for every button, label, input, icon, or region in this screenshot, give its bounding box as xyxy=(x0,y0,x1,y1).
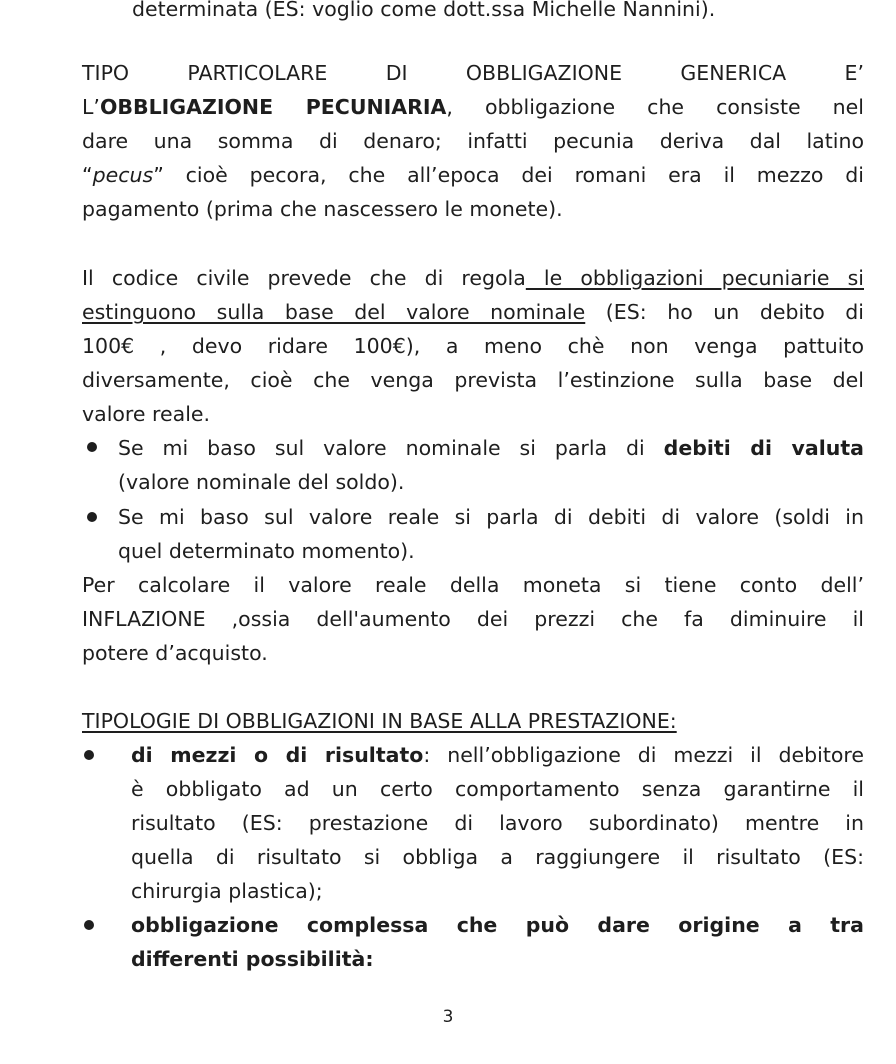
section-heading-text: TIPOLOGIE DI OBBLIGAZIONI IN BASE ALLA PRESTAZIONE: xyxy=(82,709,677,733)
bold-term-mezzi-risultato: di mezzi o di risultato xyxy=(131,743,424,767)
text: , obbligazione che consiste nel xyxy=(446,95,864,119)
italic-term-pecus: pecus xyxy=(92,163,154,187)
bullet-nominale-line-2: (valore nominale del soldo). xyxy=(118,470,405,494)
bold-term-debiti-di-valuta: debiti di valuta xyxy=(663,436,864,460)
paragraph-inflazione-line-2: INFLAZIONE ,ossia dell'aumento dei prezzi che fa diminuire il xyxy=(82,607,864,631)
underlined-text: le obbligazioni pecuniarie si xyxy=(525,266,864,290)
paragraph-codice-line-3: 100€ , devo ridare 100€), a meno chè non venga pattuito xyxy=(82,334,864,358)
item-mezzi-line-4: quella di risultato si obbliga a raggiungere il risultato (ES: xyxy=(131,845,864,869)
text: Se mi baso sul valore nominale si parla di xyxy=(118,436,664,460)
underlined-text: estinguono sulla base del valore nominale xyxy=(82,300,586,324)
text: ” cioè pecora, che all’epoca dei romani era il mezzo di xyxy=(153,163,864,187)
bullet-reale-line-1: Se mi baso sul valore reale si parla di debiti di valore (soldi in xyxy=(118,505,864,529)
paragraph-pecuniaria-line-4 xyxy=(82,158,864,192)
paragraph-codice-line-1 xyxy=(82,261,864,295)
paragraph-codice-line-4: diversamente, cioè che venga prevista l’estinzione sulla base del xyxy=(82,368,864,392)
paragraph-inflazione-line-3: potere d’acquisto. xyxy=(82,641,268,665)
bullet-dot-icon xyxy=(87,512,97,522)
text: : nell’obbligazione di mezzi il debitore xyxy=(423,743,864,767)
item-mezzi-line-2: è obbligato ad un certo comportamento senza garantirne il xyxy=(131,777,864,801)
page-number: 3 xyxy=(442,1007,454,1027)
paragraph-pecuniaria-line-1: TIPO PARTICOLARE DI OBBLIGAZIONE GENERICA E’ xyxy=(82,61,864,85)
bullet-reale-line-2: quel determinato momento). xyxy=(118,539,415,563)
text: “ xyxy=(82,163,93,187)
item-mezzi-line-5: chirurgia plastica); xyxy=(131,879,323,903)
paragraph-inflazione-line-1: Per calcolare il valore reale della moneta si tiene conto dell’ xyxy=(82,573,864,597)
item-complessa-line-1: obbligazione complessa che può dare origine a tra xyxy=(131,913,864,937)
item-complessa-line-2: differenti possibilità: xyxy=(131,947,374,971)
bullet-dot-icon xyxy=(87,442,97,452)
bullet-dot-icon xyxy=(84,750,94,760)
section-heading xyxy=(82,704,864,738)
paragraph-pecuniaria-line-2 xyxy=(82,90,864,124)
text: (ES: ho un debito di xyxy=(585,300,864,324)
continued-line: determinata (ES: voglio come dott.ssa Michelle Nannini). xyxy=(132,0,716,21)
bullet-nominale-line-1 xyxy=(118,431,864,465)
paragraph-codice-line-2 xyxy=(82,295,864,329)
bullet-dot-icon xyxy=(84,920,94,930)
item-mezzi-line-3: risultato (ES: prestazione di lavoro subordinato) mentre in xyxy=(131,811,864,835)
paragraph-codice-line-5: valore reale. xyxy=(82,402,211,426)
paragraph-pecuniaria-line-5: pagamento (prima che nascessero le monete). xyxy=(82,197,563,221)
bold-term-obbligazione-pecuniaria: OBBLIGAZIONE PECUNIARIA xyxy=(99,95,447,119)
item-mezzi-line-1 xyxy=(131,738,864,772)
paragraph-pecuniaria-line-3: dare una somma di denaro; infatti pecunia deriva dal latino xyxy=(82,129,864,153)
text: Il codice civile prevede che di regola xyxy=(82,266,526,290)
text: L’ xyxy=(82,95,100,119)
